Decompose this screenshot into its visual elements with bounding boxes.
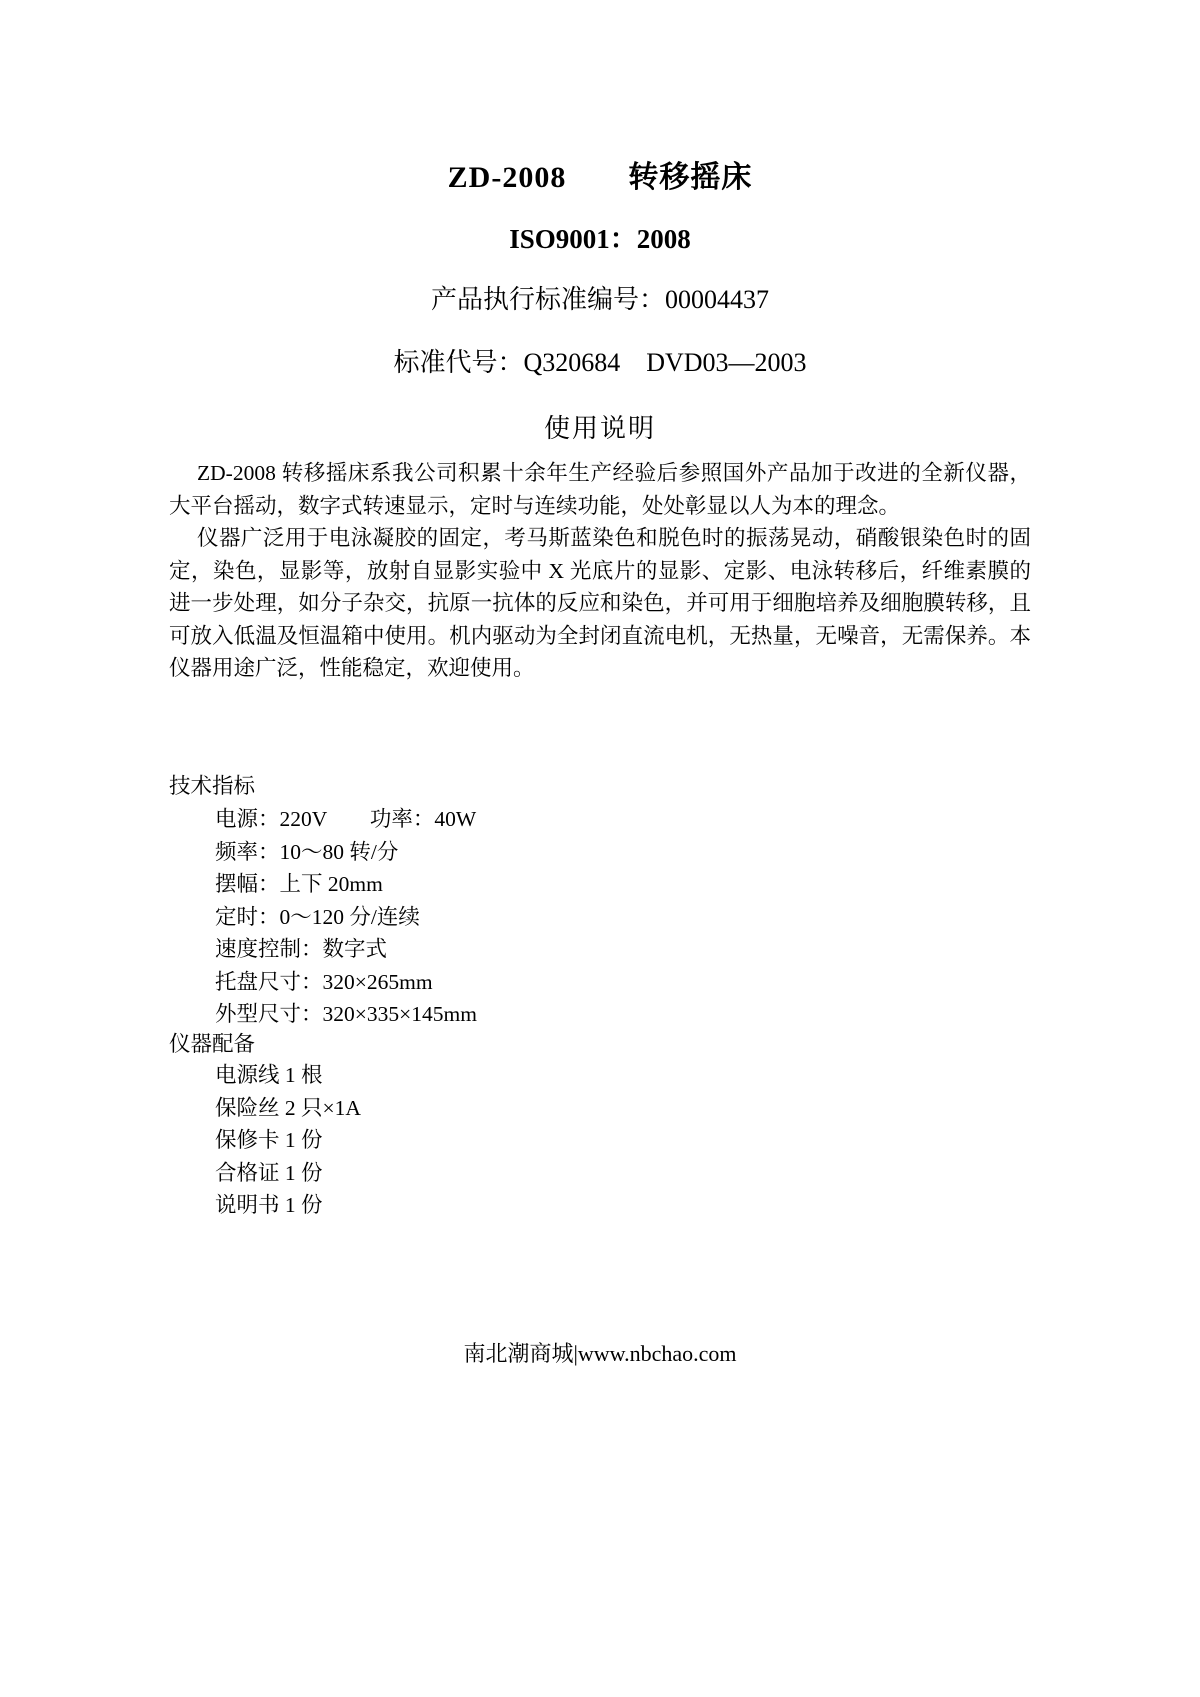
specs-list	[169, 803, 1031, 1031]
accessory-warranty-card: 保修卡 1 份	[215, 1128, 323, 1152]
iso-certification-line: ISO9001：2008	[509, 224, 691, 254]
spec-tray-size: 托盘尺寸：320×265mm	[215, 969, 433, 994]
standard-code: 标准代号：Q320684 DVD03—2003	[393, 348, 807, 377]
intro-paragraph-2: 仪器广泛用于电泳凝胶的固定，考马斯蓝染色和脱色时的振荡晃动，硝酸银染色时的固定，染色，显影等，放射自显影实验中 X 光底片的显影、定影、电泳转移后，纤维素膜的进一步处理，如分子杂交，抗原一抗体的反应和染色，并可用于细胞培养及细胞膜转移，且可放入低温及恒温箱中使用。机内驱动为全封闭直流电机，无热量，无噪音，无需保养。本仪器用途广泛，性能稳定，欢迎使用。	[169, 526, 1031, 680]
product-standard-number: 产品执行标准编号：00004437	[430, 285, 769, 314]
footer-watermark: 南北潮商城|www.nbchao.com	[463, 1341, 737, 1366]
accessory-fuses: 保险丝 2 只×1A	[215, 1095, 361, 1120]
spec-power: 电源：220V 功率：40W	[215, 807, 477, 831]
spec-frequency: 频率：10～80 转/分	[215, 839, 399, 864]
spec-timer: 定时：0～120 分/连续	[215, 904, 420, 929]
spec-overall-size: 外型尺寸：320×335×145mm	[215, 1002, 477, 1026]
accessories-heading: 仪器配备	[169, 1032, 256, 1056]
accessories-list	[169, 1059, 1031, 1222]
intro-paragraph-1: ZD-2008 转移摇床系我公司积累十余年生产经验后参照国外产品加于改进的全新仪器，大平台摇动，数字式转速显示，定时与连续功能，处处彰显以人为本的理念。	[169, 461, 1031, 518]
accessory-certificate: 合格证 1 份	[215, 1160, 323, 1185]
accessory-power-cord: 电源线 1 根	[215, 1063, 323, 1087]
intro-paragraphs	[169, 457, 1031, 685]
section-title-instructions: 使用说明	[543, 414, 656, 443]
document-title: ZD-2008 转移摇床	[447, 161, 753, 194]
spec-amplitude: 摆幅：上下 20mm	[215, 872, 383, 896]
specs-heading: 技术指标	[169, 774, 256, 798]
spec-speed-control: 速度控制：数字式	[215, 937, 388, 961]
accessory-manual: 说明书 1 份	[215, 1193, 323, 1217]
